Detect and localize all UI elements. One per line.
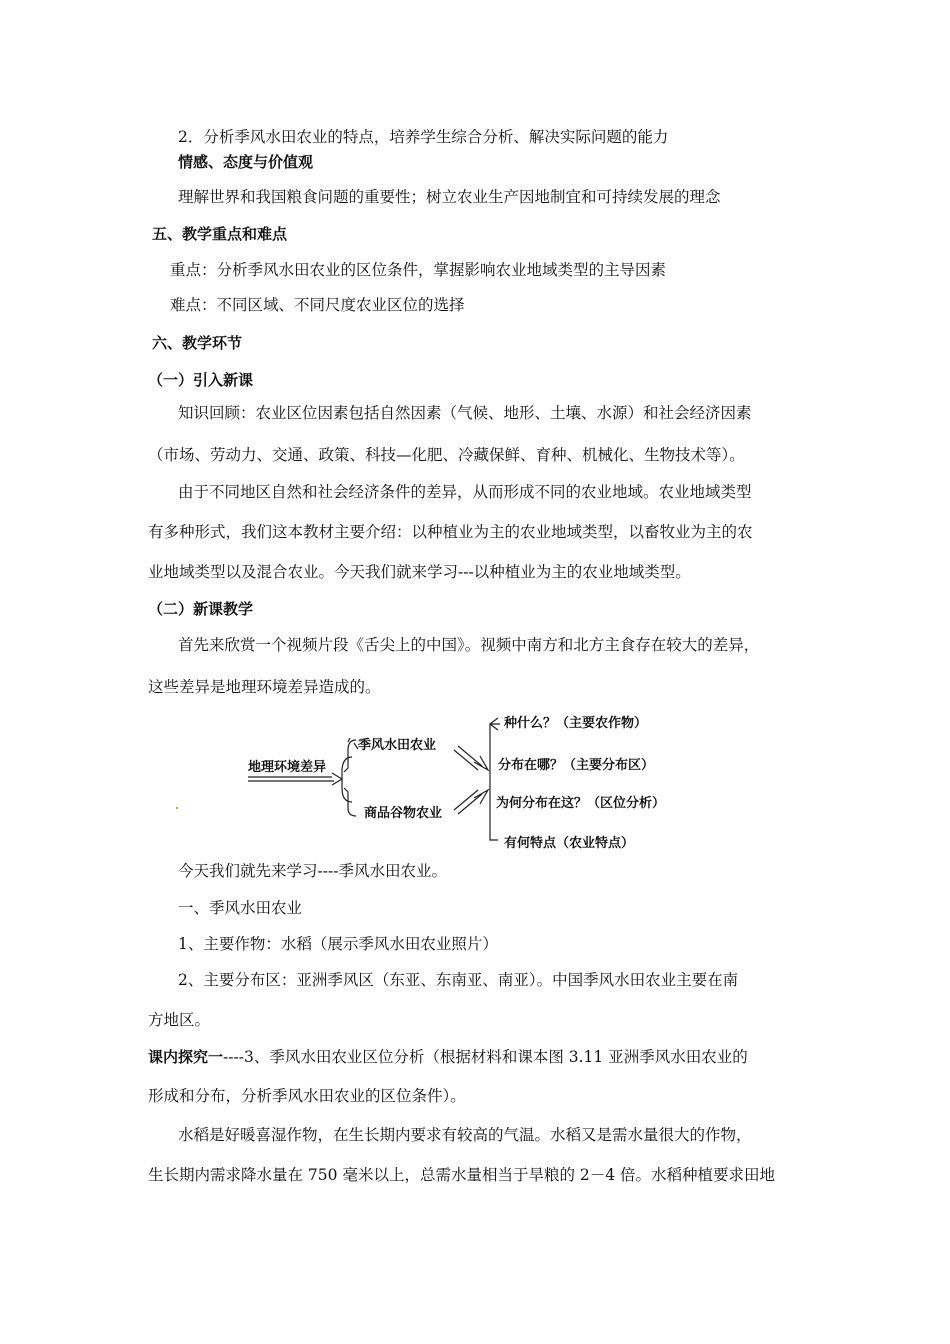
key-point: 重点：分析季风水田农业的区位条件，掌握影响农业地域类型的主导因素 (170, 261, 667, 279)
today-topic: 今天我们就先来学习----季风水田农业。 (178, 862, 447, 880)
branch-brace (342, 757, 352, 802)
video-line-2: 这些差异是地理环境差异造成的。 (148, 678, 381, 696)
review-line-1: 知识回顾：农业区位因素包括自然因素（气候、地形、土壤、水源）和社会经济因素 (178, 404, 752, 422)
diagram-branch-monsoon: 季风水田农业 (358, 738, 437, 753)
heading-new-lesson: （二）新课教学 (148, 600, 254, 618)
explore-line-1 (148, 1047, 748, 1067)
diagram-question-what: 种什么？（主要农作物） (504, 716, 648, 731)
diagram-root: 地理环境差异 (248, 760, 327, 775)
root-arrow-head (332, 773, 342, 785)
main-crop: 1、主要作物：水稻（展示季风水田农业照片） (178, 935, 498, 953)
distribution-line-1: 2、主要分布区：亚洲季风区（东亚、东南亚、南亚）。中国季风水田农业主要在南 (178, 971, 739, 989)
diagram-branch-commercial: 商品谷物农业 (364, 806, 443, 821)
diagram-question-why: 为何分布在这？（区位分析） (496, 796, 666, 811)
section-1-title: 一、季风水田农业 (178, 899, 303, 917)
concept-diagram (236, 710, 706, 860)
diagram-question-features: 有何特点（农业特点） (504, 836, 635, 851)
objective-line-2: 2．分析季风水田农业的特点，培养学生综合分析、解决实际问题的能力 (178, 128, 669, 146)
review-line-2: （市场、劳动力、交通、政策、科技—化肥、冷藏保鲜、育种、机械化、生物技术等）。 (148, 446, 745, 464)
diagram-connectors (236, 710, 706, 860)
difficult-point: 难点：不同区域、不同尺度农业区位的选择 (170, 296, 465, 314)
explore-label: 课内探究一 (148, 1048, 224, 1066)
question-bracket (490, 724, 500, 840)
heading-emotion-values: 情感、态度与价值观 (178, 153, 314, 171)
stray-dot (176, 807, 178, 809)
heading-section-6: 六、教学环节 (152, 334, 243, 352)
rice-para-1: 水稻是好暖喜湿作物，在生长期内要求有较高的气温。水稻又是需水量很大的作物， (178, 1126, 752, 1144)
diagram-question-where: 分布在哪？（主要分布区） (498, 758, 655, 773)
branch-a-connector (344, 740, 356, 772)
heading-intro: （一）引入新课 (148, 371, 254, 389)
region-para-2: 有多种形式，我们这本教材主要介绍：以种植业为主的农业地域类型，以畜牧业为主的农 (148, 523, 753, 541)
region-para-3: 业地域类型以及混合农业。今天我们就来学习---以种植业为主的农业地域类型。 (148, 563, 691, 581)
explore-line-2: 形成和分布，分析季风水田农业的区位条件）。 (148, 1087, 466, 1105)
rice-para-2: 生长期内需求降水量在 750 毫米以上，总需水量相当于旱粮的 2－4 倍。水稻种植要求田地 (148, 1166, 776, 1184)
video-line-1: 首先来欣赏一个视频片段《舌尖上的中国》。视频中南方和北方主食存在较大的差异， (178, 636, 760, 654)
explore-text: ----3、季风水田农业区位分析（根据材料和课本图 3.11 亚洲季风水田农业的 (223, 1048, 748, 1066)
heading-section-5: 五、教学重点和难点 (152, 225, 288, 243)
distribution-line-2: 方地区。 (148, 1011, 211, 1029)
region-para-1: 由于不同地区自然和社会经济条件的差异，从而形成不同的农业地域。农业地域类型 (178, 483, 752, 501)
emotion-text: 理解世界和我国粮食问题的重要性；树立农业生产因地制宜和可持续发展的理念 (178, 188, 721, 206)
